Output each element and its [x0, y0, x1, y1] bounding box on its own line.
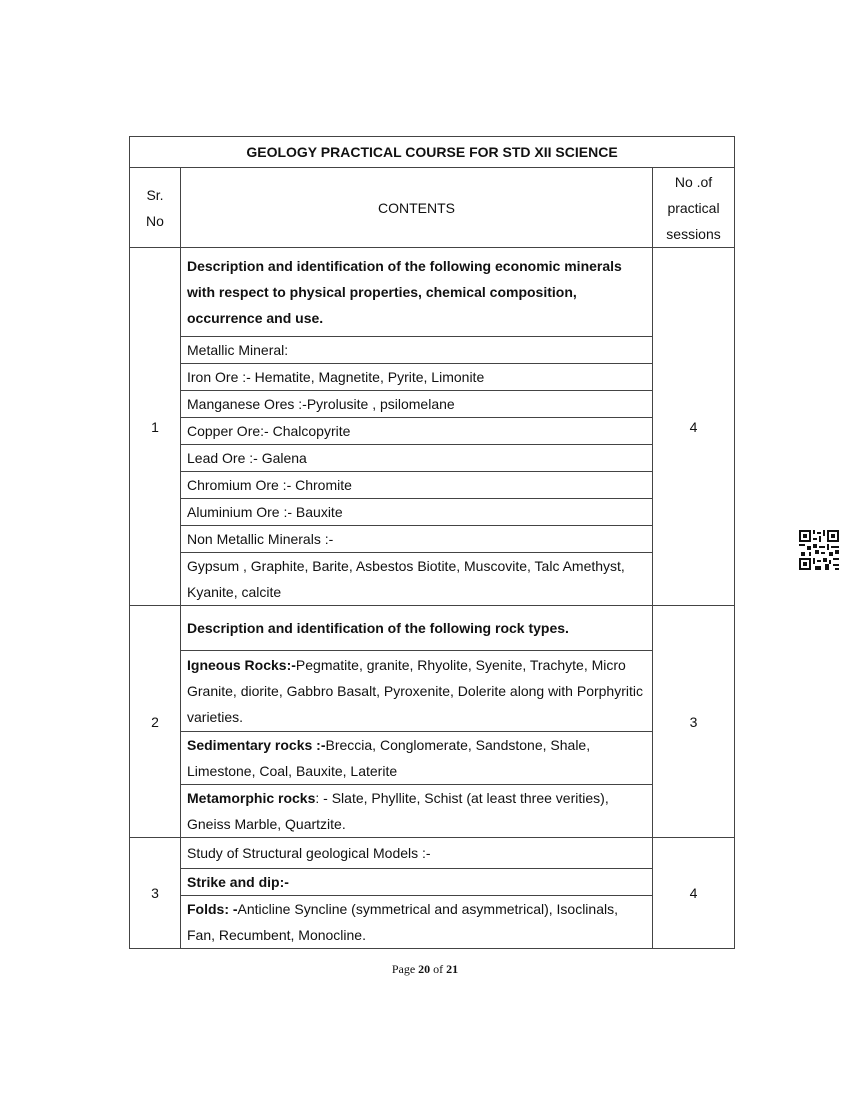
qr-code-icon	[799, 530, 839, 570]
sr-number-2: 2	[130, 606, 181, 838]
header-sr-label: Sr.	[146, 186, 164, 203]
mineral-row: Metallic Mineral:	[181, 337, 653, 364]
footer-total-pages: 21	[446, 962, 459, 976]
structure-label: Folds: -	[187, 901, 238, 917]
structure-text: Anticline Syncline (symmetrical and asymmetrical), Isoclinals, Fan, Recumbent, Monocline.	[187, 901, 618, 943]
sessions-count-3: 4	[653, 838, 735, 949]
rock-type-label: Metamorphic rocks	[187, 790, 316, 806]
mineral-row: Chromium Ore :- Chromite	[181, 472, 653, 499]
footer-prefix: Page	[391, 962, 416, 976]
header-sessions-line2: practical	[667, 199, 720, 216]
table-title: GEOLOGY PRACTICAL COURSE FOR STD XII SCIENCE	[130, 137, 735, 168]
footer-page-number: 20	[418, 962, 431, 976]
sessions-count-2: 3	[653, 606, 735, 838]
sr-number-1: 1	[130, 248, 181, 606]
structure-row-strike	[181, 869, 653, 896]
sr-number-3: 3	[130, 838, 181, 949]
rock-type-igneous	[181, 651, 653, 732]
mineral-row: Iron Ore :- Hematite, Magnetite, Pyrite, Limonite	[181, 364, 653, 391]
rock-type-label: Sedimentary rocks :-	[187, 737, 326, 753]
mineral-row: Non Metallic Minerals :-	[181, 526, 653, 553]
mineral-row: Copper Ore:- Chalcopyrite	[181, 418, 653, 445]
page-footer	[0, 962, 850, 977]
rock-type-text: Pegmatite, granite, Rhyolite, Syenite, Trachyte, Micro Granite, diorite, Gabbro Basalt, Pyroxenite, Dolerite along with Porphyritic varieties.	[187, 657, 643, 725]
structure-label: Strike and dip:-	[187, 874, 289, 890]
sessions-count-1: 4	[653, 248, 735, 606]
section-2-intro: Description and identification of the following rock types.	[181, 606, 653, 651]
rock-type-text: : - Slate, Phyllite, Schist (at least three verities), Gneiss Marble, Quartzite.	[187, 790, 609, 832]
header-sessions-line1: No .of	[674, 173, 713, 190]
mineral-row: Gypsum , Graphite, Barite, Asbestos Biotite, Muscovite, Talc Amethyst, Kyanite, calcite	[181, 553, 653, 606]
rock-type-sedimentary	[181, 732, 653, 785]
structure-row-folds	[181, 896, 653, 949]
rock-type-text: Breccia, Conglomerate, Sandstone, Shale, Limestone, Coal, Bauxite, Laterite	[187, 737, 591, 779]
section-3-heading: Study of Structural geological Models :-	[181, 838, 653, 869]
header-contents: CONTENTS	[181, 168, 653, 248]
mineral-row: Manganese Ores :-Pyrolusite , psilomelane	[181, 391, 653, 418]
footer-of: of	[433, 962, 444, 976]
header-no-label: No	[146, 212, 164, 229]
header-sessions-line3: sessions	[666, 225, 721, 242]
rock-type-label: Igneous Rocks:-	[187, 657, 296, 673]
header-sr-no	[130, 168, 181, 248]
mineral-row: Lead Ore :- Galena	[181, 445, 653, 472]
rock-type-metamorphic	[181, 785, 653, 838]
section-1-intro: Description and identification of the following economic minerals with respect to physical properties, chemical composition, occurrence and use.	[181, 248, 653, 337]
mineral-row: Aluminium Ore :- Bauxite	[181, 499, 653, 526]
header-sessions	[653, 168, 735, 248]
syllabus-table	[129, 136, 735, 949]
